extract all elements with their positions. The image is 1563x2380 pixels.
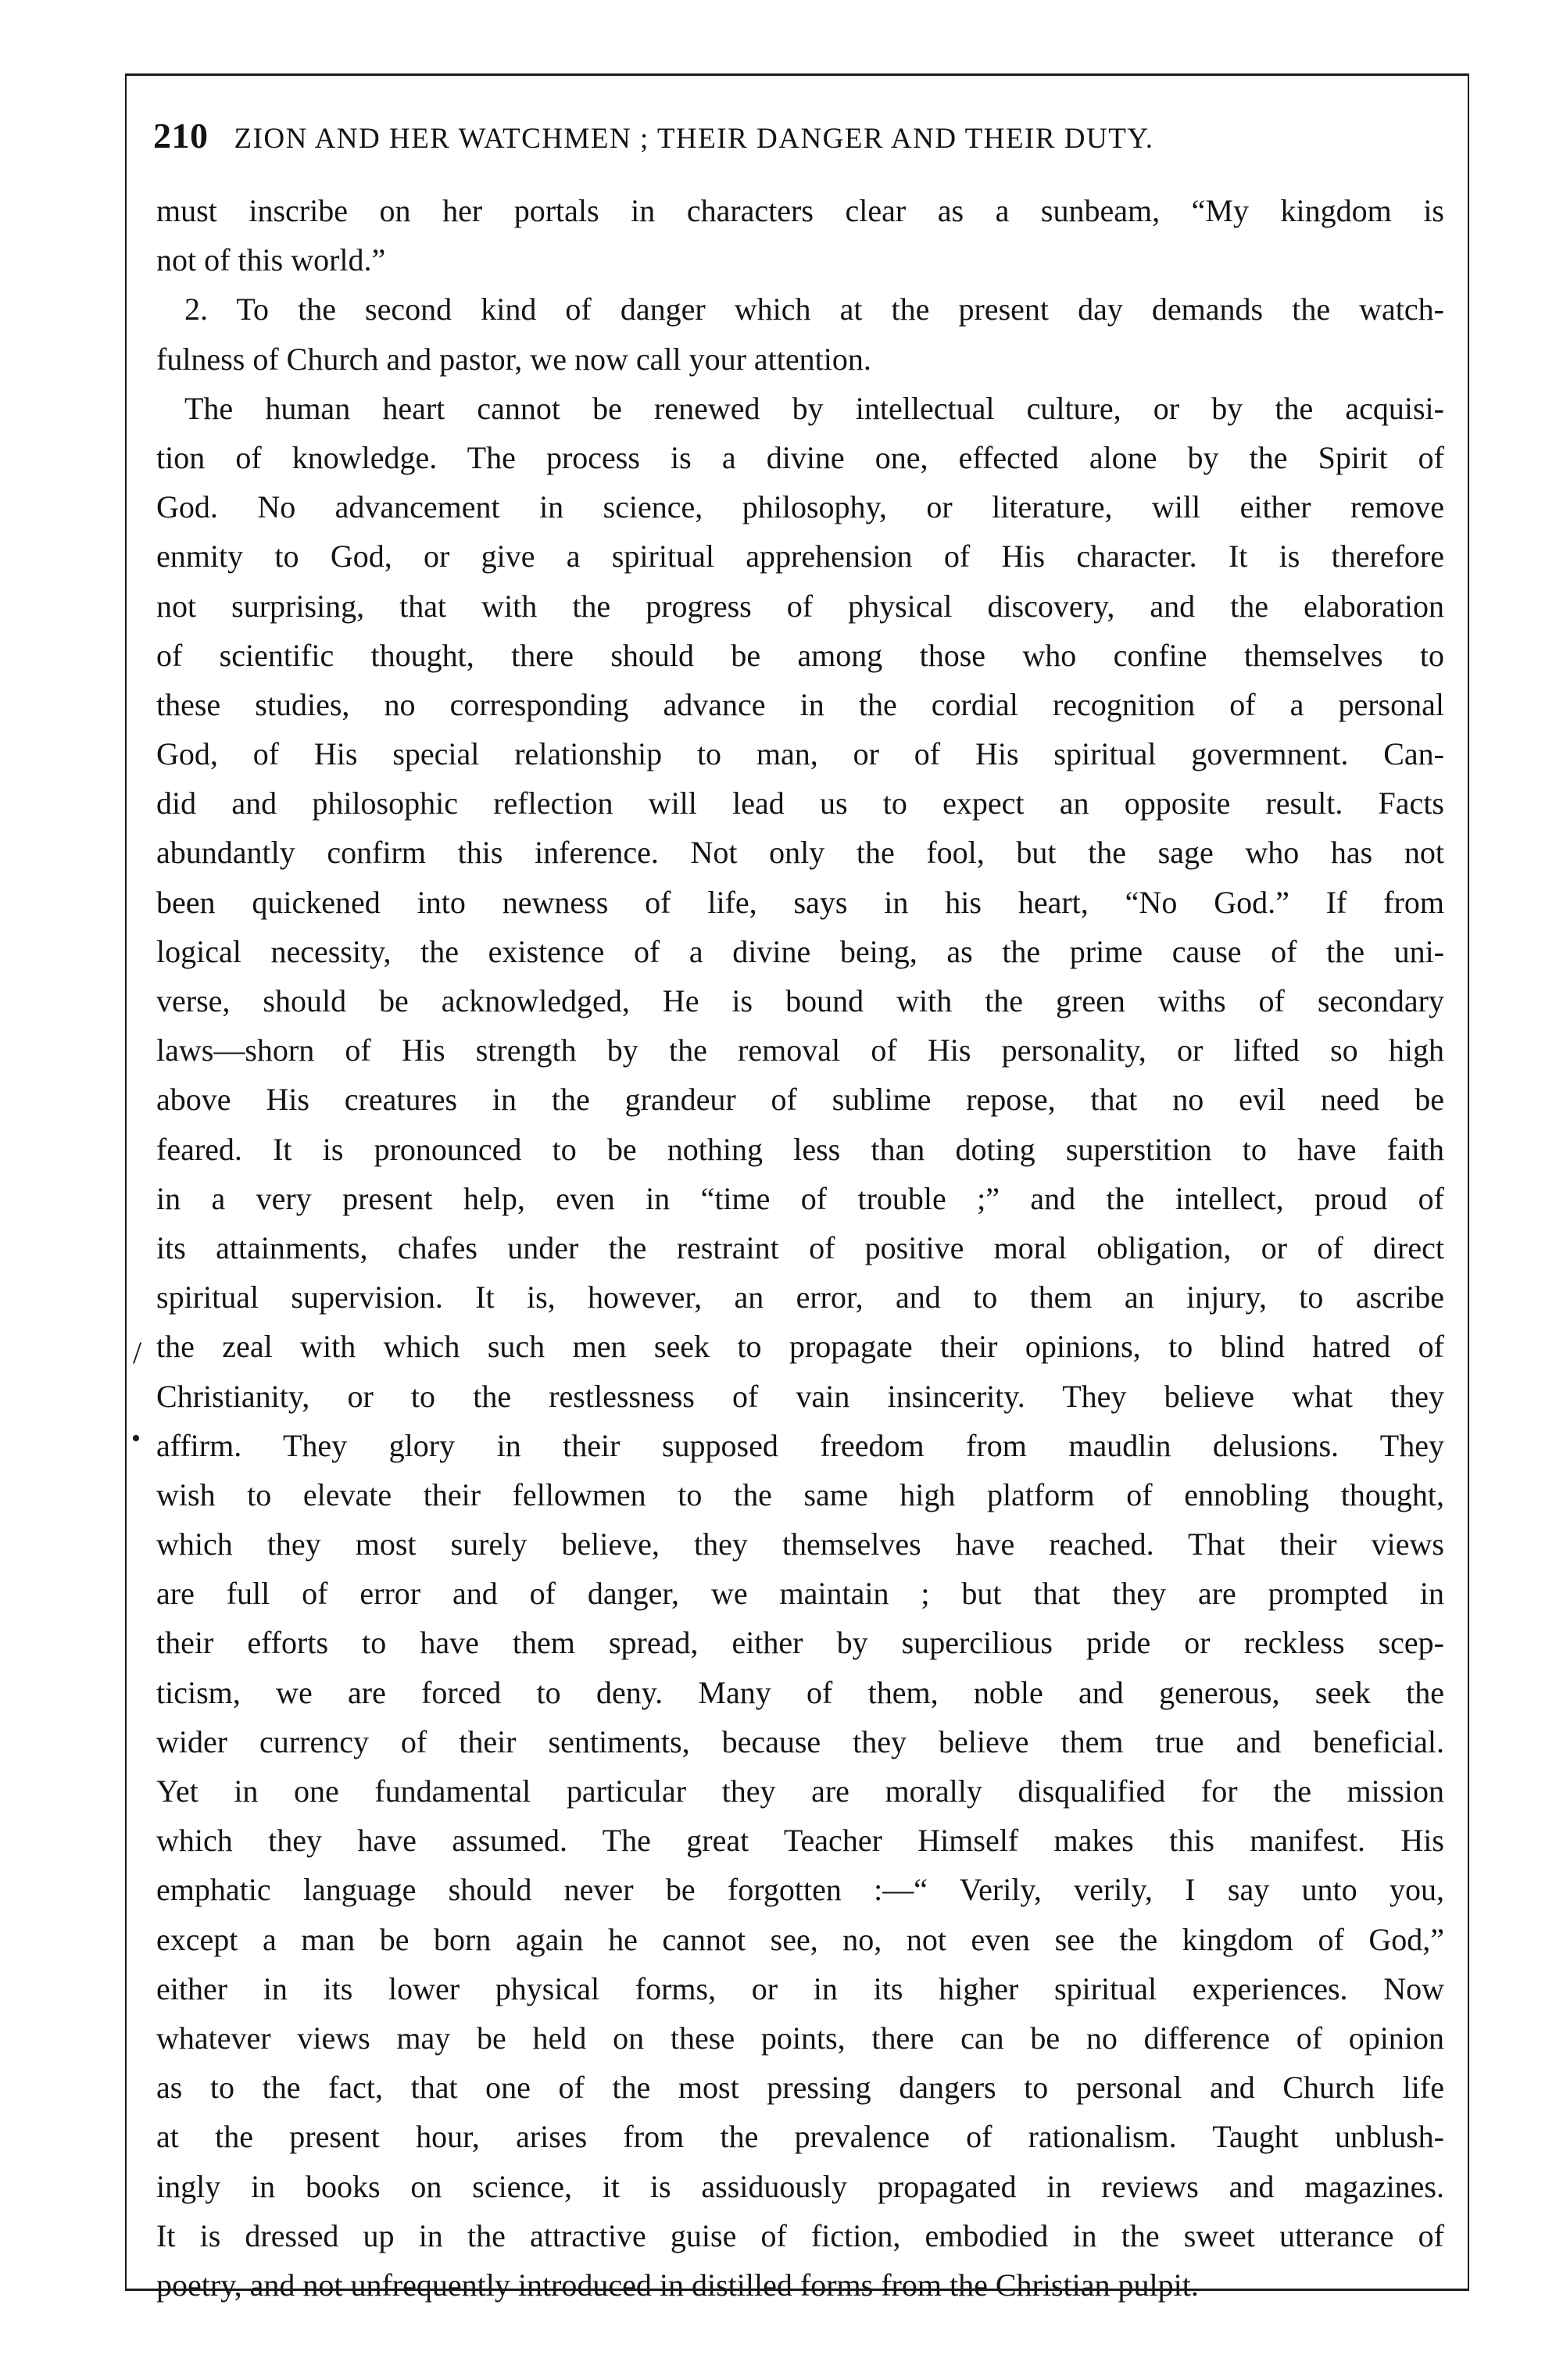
running-head <box>153 117 1435 158</box>
text-line: feared. It is pronounced to be nothing less than doting superstition to have faith <box>156 1131 1444 1167</box>
page-number: 210 <box>153 116 209 156</box>
text-line: 2. To the second kind of danger which at the present day demands the watch- <box>184 292 1444 327</box>
right-rule <box>1468 73 1469 2289</box>
text-line: verse, should be acknowledged, He is bound with the green withs of secondary <box>156 983 1444 1018</box>
text-line: their efforts to have them spread, either by supercilious pride or reckless scep- <box>156 1625 1444 1661</box>
text-line: of scientific thought, there should be among those who confine themselves to <box>156 637 1444 673</box>
text-line: as to the fact, that one of the most pressing dangers to personal and Church life <box>156 2070 1444 2106</box>
text-line: whatever views may be held on these points, there can be no difference of opinion <box>156 2020 1444 2056</box>
text-line: in a very present help, even in “time of trouble ;” and the intellect, proud of <box>156 1180 1444 1216</box>
margin-mark-dot: • <box>131 1424 141 1453</box>
text-line: God, of His special relationship to man, or of His spiritual govermnent. Can- <box>156 736 1444 772</box>
text-line: which they have assumed. The great Teacher Himself makes this manifest. His <box>156 1823 1444 1859</box>
text-line: not surprising, that with the progress of physical discovery, and the elaboration <box>156 588 1444 624</box>
text-line: been quickened into newness of life, says in his heart, “No God.” If from <box>156 884 1444 920</box>
text-line: are full of error and of danger, we maintain ; but that they are prompted in <box>156 1576 1444 1612</box>
text-line: these studies, no corresponding advance in the cordial recognition of a personal <box>156 686 1444 722</box>
text-line: emphatic language should never be forgotten :—“ Verily, verily, I say unto you, <box>156 1872 1444 1908</box>
text-line: its attainments, chafes under the restraint of positive moral obligation, or of direct <box>156 1229 1444 1265</box>
text-line: tion of knowledge. The process is a divine one, effected alone by the Spirit of <box>156 439 1444 475</box>
text-line: enmity to God, or give a spiritual apprehension of His character. It is therefore <box>156 539 1444 574</box>
left-rule <box>125 73 127 2289</box>
text-line: God. No advancement in science, philosophy, or literature, will either remove <box>156 489 1444 525</box>
text-line: above His creatures in the grandeur of sublime repose, that no evil need be <box>156 1082 1444 1118</box>
text-line: Christianity, or to the restlessness of vain insincerity. They believe what they <box>156 1378 1444 1414</box>
text-line: did and philosophic reflection will lead us to expect an opposite result. Facts <box>156 786 1444 821</box>
text-line: not of this world.” <box>156 242 386 278</box>
text-line: affirm. They glory in their supposed freedom from maudlin delusions. They <box>156 1427 1444 1463</box>
text-line: at the present hour, arises from the prevalence of rationalism. Taught unblush- <box>156 2119 1444 2155</box>
text-line: laws—shorn of His strength by the removal of His personality, or lifted so high <box>156 1033 1444 1068</box>
text-line: poetry, and not unfrequently introduced in distilled forms from the Christian pulpit. <box>156 2267 1199 2303</box>
text-line: wish to elevate their fellowmen to the same high platform of ennobling thought, <box>156 1476 1444 1512</box>
top-rule <box>125 73 1469 76</box>
margin-mark-slash: / <box>133 1335 142 1370</box>
running-title: ZION AND HER WATCHMEN ; THEIR DANGER AND THEIR DUTY. <box>234 123 1154 155</box>
text-line: which they most surely believe, they themselves have reached. That their views <box>156 1526 1444 1562</box>
text-line: The human heart cannot be renewed by intellectual culture, or by the acquisi- <box>184 390 1444 426</box>
text-line: the zeal with which such men seek to propagate their opinions, to blind hatred of <box>156 1329 1444 1365</box>
text-line: logical necessity, the existence of a divine being, as the prime cause of the uni- <box>156 933 1444 969</box>
text-line: wider currency of their sentiments, because they believe them true and beneficial. <box>156 1723 1444 1759</box>
text-line: fulness of Church and pastor, we now call your attention. <box>156 341 871 377</box>
text-line: ingly in books on science, it is assiduously propagated in reviews and magazines. <box>156 2168 1444 2204</box>
text-line: ticism, we are forced to deny. Many of them, noble and generous, seek the <box>156 1674 1444 1710</box>
text-line: It is dressed up in the attractive guise of fiction, embodied in the sweet utterance of <box>156 2217 1444 2253</box>
text-line: except a man be born again he cannot see, no, not even see the kingdom of God,” <box>156 1921 1444 1957</box>
text-line: abundantly confirm this inference. Not only the fool, but the sage who has not <box>156 835 1444 871</box>
text-line: must inscribe on her portals in characters clear as a sunbeam, “My kingdom is <box>156 193 1444 228</box>
text-line: Yet in one fundamental particular they are morally disqualified for the mission <box>156 1773 1444 1809</box>
text-line: either in its lower physical forms, or in its higher spiritual experiences. Now <box>156 1970 1444 2006</box>
text-line: spiritual supervision. It is, however, an error, and to them an injury, to ascribe <box>156 1279 1444 1315</box>
body-text <box>156 186 1444 2310</box>
